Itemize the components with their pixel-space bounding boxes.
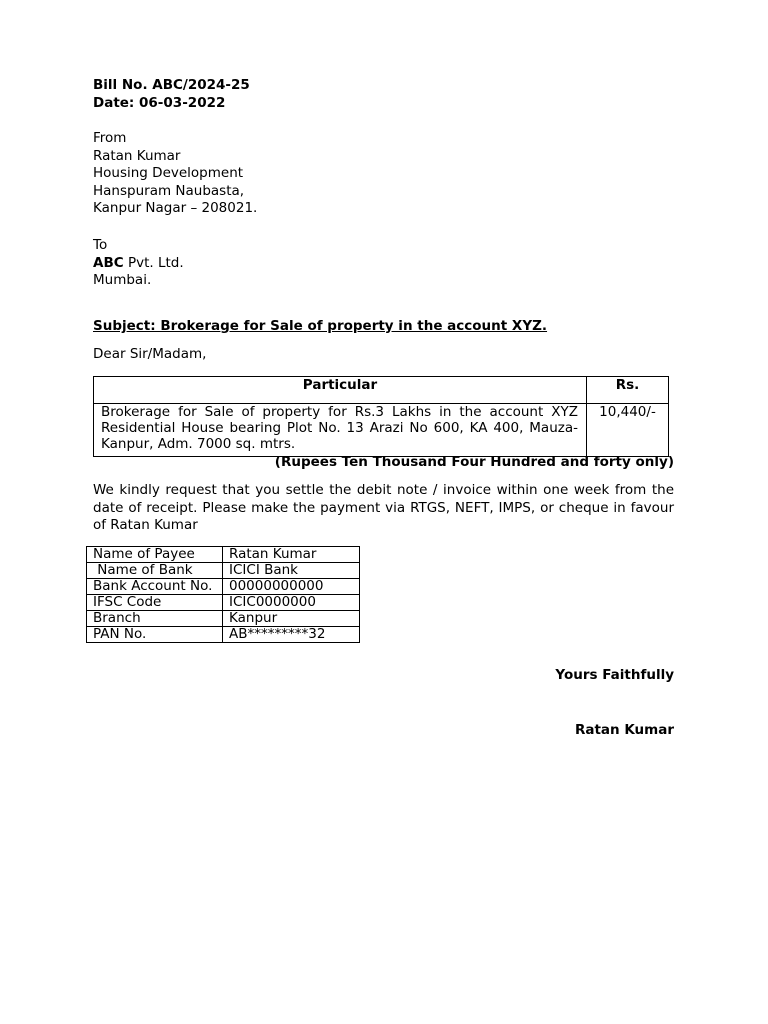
bank-field-value: ICIC0000000 xyxy=(223,595,360,611)
bank-field-label: PAN No. xyxy=(87,627,223,643)
amount-in-words: (Rupees Ten Thousand Four Hundred and forty only) xyxy=(274,454,674,470)
sender-line-2: Housing Development xyxy=(93,165,244,181)
bank-field-label: Bank Account No. xyxy=(87,579,223,595)
subject-line: Subject: Brokerage for Sale of property in the account XYZ. xyxy=(93,318,548,334)
recipient-company-rest: Pvt. Ltd. xyxy=(123,254,184,271)
particular-header: Particular xyxy=(94,377,587,404)
closing-line: Yours Faithfully xyxy=(555,667,674,683)
table-row xyxy=(87,563,360,579)
bank-field-label: Branch xyxy=(87,611,223,627)
table-row xyxy=(87,595,360,611)
particular-amount: 10,440/- xyxy=(587,404,669,457)
sender-name: Ratan Kumar xyxy=(93,147,181,164)
to-label: To xyxy=(93,237,108,253)
recipient-company xyxy=(93,255,184,273)
from-label: From xyxy=(93,130,127,146)
bank-field-label: Name of Bank xyxy=(87,563,223,579)
particulars-table xyxy=(93,376,669,457)
recipient-company-bold: ABC xyxy=(93,254,124,271)
amount-header: Rs. xyxy=(587,377,669,404)
table-row xyxy=(87,579,360,595)
particular-description: Brokerage for Sale of property for Rs.3 Lakhs in the account XYZ Residential House bearing Plot No. 13 Arazi No 600, KA 400, Mauza- Kanpur, Adm. 7000 sq. mtrs. xyxy=(94,404,587,457)
recipient-address xyxy=(93,237,184,290)
bank-field-value: Kanpur xyxy=(223,611,360,627)
bill-date: Date: 06-03-2022 xyxy=(93,95,226,111)
bank-field-label: IFSC Code xyxy=(87,595,223,611)
bank-field-value: AB*********32 xyxy=(223,627,360,643)
salutation: Dear Sir/Madam, xyxy=(93,346,207,362)
sender-line-4: Kanpur Nagar – 208021. xyxy=(93,200,258,216)
table-row xyxy=(87,611,360,627)
table-row xyxy=(94,404,669,457)
sender-address xyxy=(93,130,257,218)
payment-request-paragraph: We kindly request that you settle the debit note / invoice within one week from the date of receipt. Please make the payment via RTGS, NEFT, IMPS, or cheque in favour of Ratan Kumar xyxy=(93,482,674,533)
bank-field-value: ICICI Bank xyxy=(223,563,360,579)
table-row xyxy=(87,547,360,563)
recipient-city: Mumbai. xyxy=(93,272,152,288)
bank-field-label: Name of Payee xyxy=(87,547,223,563)
sender-line-3: Hanspuram Naubasta, xyxy=(93,182,245,199)
particulars-header-row xyxy=(94,377,669,404)
bank-field-value: Ratan Kumar xyxy=(223,547,360,563)
bill-number: Bill No. ABC/2024-25 xyxy=(93,77,250,93)
bank-field-value: 00000000000 xyxy=(223,579,360,595)
table-row xyxy=(87,627,360,643)
bank-details-table xyxy=(86,546,360,643)
signature-name: Ratan Kumar xyxy=(574,722,674,738)
